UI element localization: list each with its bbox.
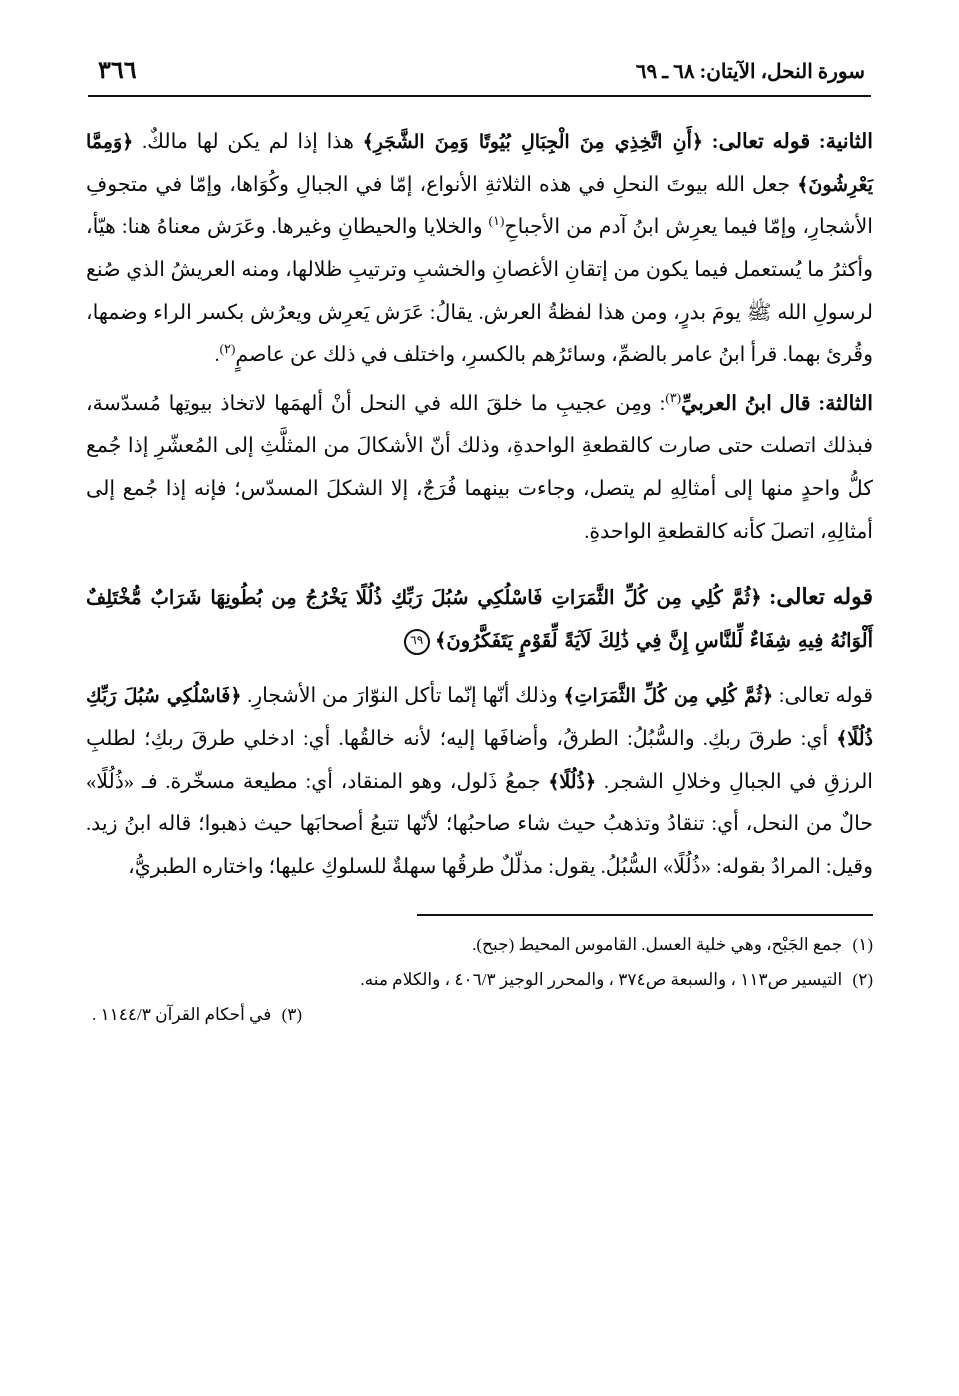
footnote-text: جمع الجَبْح، وهي خلية العسل. القاموس المحيط (جبح). xyxy=(472,934,843,954)
quran-quote: ﴿ذُلُلًا﴾ xyxy=(548,770,597,793)
paragraph-text: جعل الله بيوتَ النحلِ في هذه الثلاثةِ الأنواع، إمّا في الجبالِ وكُوَاها، وإمّا في متجوفِ الأشجارِ، وإمّا فيما يعرِش ابنُ آدم من الأجباحِ xyxy=(86,173,873,239)
footnote-number: (٣) xyxy=(281,1005,303,1025)
paragraph-third-issue xyxy=(86,383,873,554)
ayah-text: ﴿ثُمَّ كُلِي مِن كُلِّ الثَّمَرَاتِ فَاسْلُكِي سُبُلَ رَبِّكِ ذُلُلًا يَخْرُجُ مِن بُطُونِهَا شَرَابٌ مُّخْتَلِفٌ أَلْوَانُهُ فِيهِ شِفَاءٌ لِّلنَّاسِ إِنَّ فِي ذَٰلِكَ لَآيَةً لِّقَوْمٍ يَتَفَكَّرُونَ﴾ xyxy=(86,586,873,653)
footnote-text: في أحكام القرآن ١١٤٤/٣ . xyxy=(92,1005,272,1025)
footnote-ref-3: (٣) xyxy=(665,389,682,405)
paragraph-lead-third: الثالثة: قال ابنُ العربيِّ xyxy=(681,392,873,415)
paragraph-text: وذلك أنّها إنّما تأكل النوّارَ من الأشجارِ. xyxy=(247,685,558,708)
paragraph-text-end: . xyxy=(214,344,220,367)
footnotes-section xyxy=(86,928,873,1031)
ayah-number-mark: ٦٩ xyxy=(404,629,430,655)
paragraph-text: والخلايا والحيطانِ وغيرها. وعَرَش معناهُ هنا: هيّأ، وأكثرُ ما يُستعمل فيما يكون من إتقانِ الأغصانِ والخشبِ وترتيبِ ظلالها، ومنه العريشُ الذي صُنع لرسولِ الله ﷺ يومَ بدرٍ، ومن هذا لفظةُ العرش. يقالُ: عَرَش يَعرِش ويعرُش بكسر الراء وضمها، وقُرئ بهما. قرأ ابنُ عامر بالضمِّ، وسائرُهم بالكسرِ، واختلف في ذلك عن عاصمٍ xyxy=(86,216,873,367)
paragraph-commentary xyxy=(86,675,873,888)
footnote-divider xyxy=(417,914,873,916)
footnote-text: التيسير ص١١٣ ، والسبعة ص٣٧٤ ، والمحرر الوجيز ٤٠٦/٣ ، والكلام منه. xyxy=(360,970,843,990)
quran-quote: ﴿أَنِ اتَّخِذِي مِنَ الْجِبَالِ بُيُوتًا وَمِنَ الشَّجَرِ﴾ xyxy=(362,131,704,153)
paragraph-text: جمعُ ذَلول، وهو المنقاد، أي: مطيعة مسخّرة. فـ «ذُلُلًا» حالٌ من النحل، أي: تنقادُ وتذهبُ حيث شاء صاحبُها؛ لأنّها تتبعُ أصحابَها حيث ذهبوا؛ قاله ابنُ زيد. وقيل: المرادُ بقوله: «ذُلُلًا» السُّبُلُ. يقول: مذلّلٌ طرقُها سهلةٌ للسلوكِ عليها؛ واختاره الطبريُّ، xyxy=(86,770,873,878)
paragraph-text: : ومِن عجيبِ ما خلقَ الله في النحل أنْ ألهمَها لاتخاذ بيوتِها مُسدّسة، فبذلك اتصلت حتى صارت كالقطعةِ الواحدةِ، وذلك أنّ الأشكالَ من المثلَّثِ إلى المُعشّرِ إذا جُمع كلُّ واحدٍ منها إلى أمثالِهِ لم يتصل، وجاءت بينهما فُرَجٌ، إلا الشكلَ المسدّس؛ فإنه إذا جُمع إلى أمثالِهِ، اتصلَ كأنه كالقطعةِ الواحدةِ. xyxy=(86,392,873,543)
footnote-ref-1: (١) xyxy=(488,213,505,229)
running-head-title: سورة النحل، الآيتان: ٦٨ ـ ٦٩ xyxy=(635,61,865,83)
header-divider xyxy=(88,95,871,97)
page-body xyxy=(86,121,873,888)
quran-quote: ﴿فَاسْلُكِي سُبُلَ رَبِّكِ ذُلُلًا﴾ xyxy=(86,685,873,750)
paragraph-text: هذا إذا لم يكن لها مالكٌ. xyxy=(142,131,354,153)
footnote-item xyxy=(92,998,873,1031)
footnote-item xyxy=(92,928,873,961)
quran-quote: ﴿وَمِمَّا يَعْرِشُونَ﴾ xyxy=(86,131,873,196)
paragraph-second-issue xyxy=(86,121,873,377)
paragraph-text: أي: طرقَ ربكِ. والسُّبُلُ: الطرقُ، وأضافَها إليه؛ لأنه خالقُها. أي: ادخلي طرقَ ربكِ؛ لطلبِ الرزقِ في الجبالِ وخلالِ الشجر. xyxy=(86,727,874,793)
page-number: ٣٦٦ xyxy=(98,58,137,84)
footnote-number: (١) xyxy=(852,934,873,954)
footnote-ref-2: (٢) xyxy=(219,341,236,357)
page-header xyxy=(86,56,873,95)
footnote-number: (٢) xyxy=(852,970,873,990)
paragraph-lead-second: الثانية: قوله تعالى: xyxy=(711,131,874,153)
footnote-item xyxy=(92,963,873,996)
ayah-lead-label: قوله تعالى: xyxy=(769,584,873,610)
quran-quote: ﴿ثُمَّ كُلِي مِن كُلِّ الثَّمَرَاتِ﴾ xyxy=(563,685,774,708)
paragraph-lead-commentary: قوله تعالى: xyxy=(778,685,873,708)
ayah-block xyxy=(86,575,873,661)
